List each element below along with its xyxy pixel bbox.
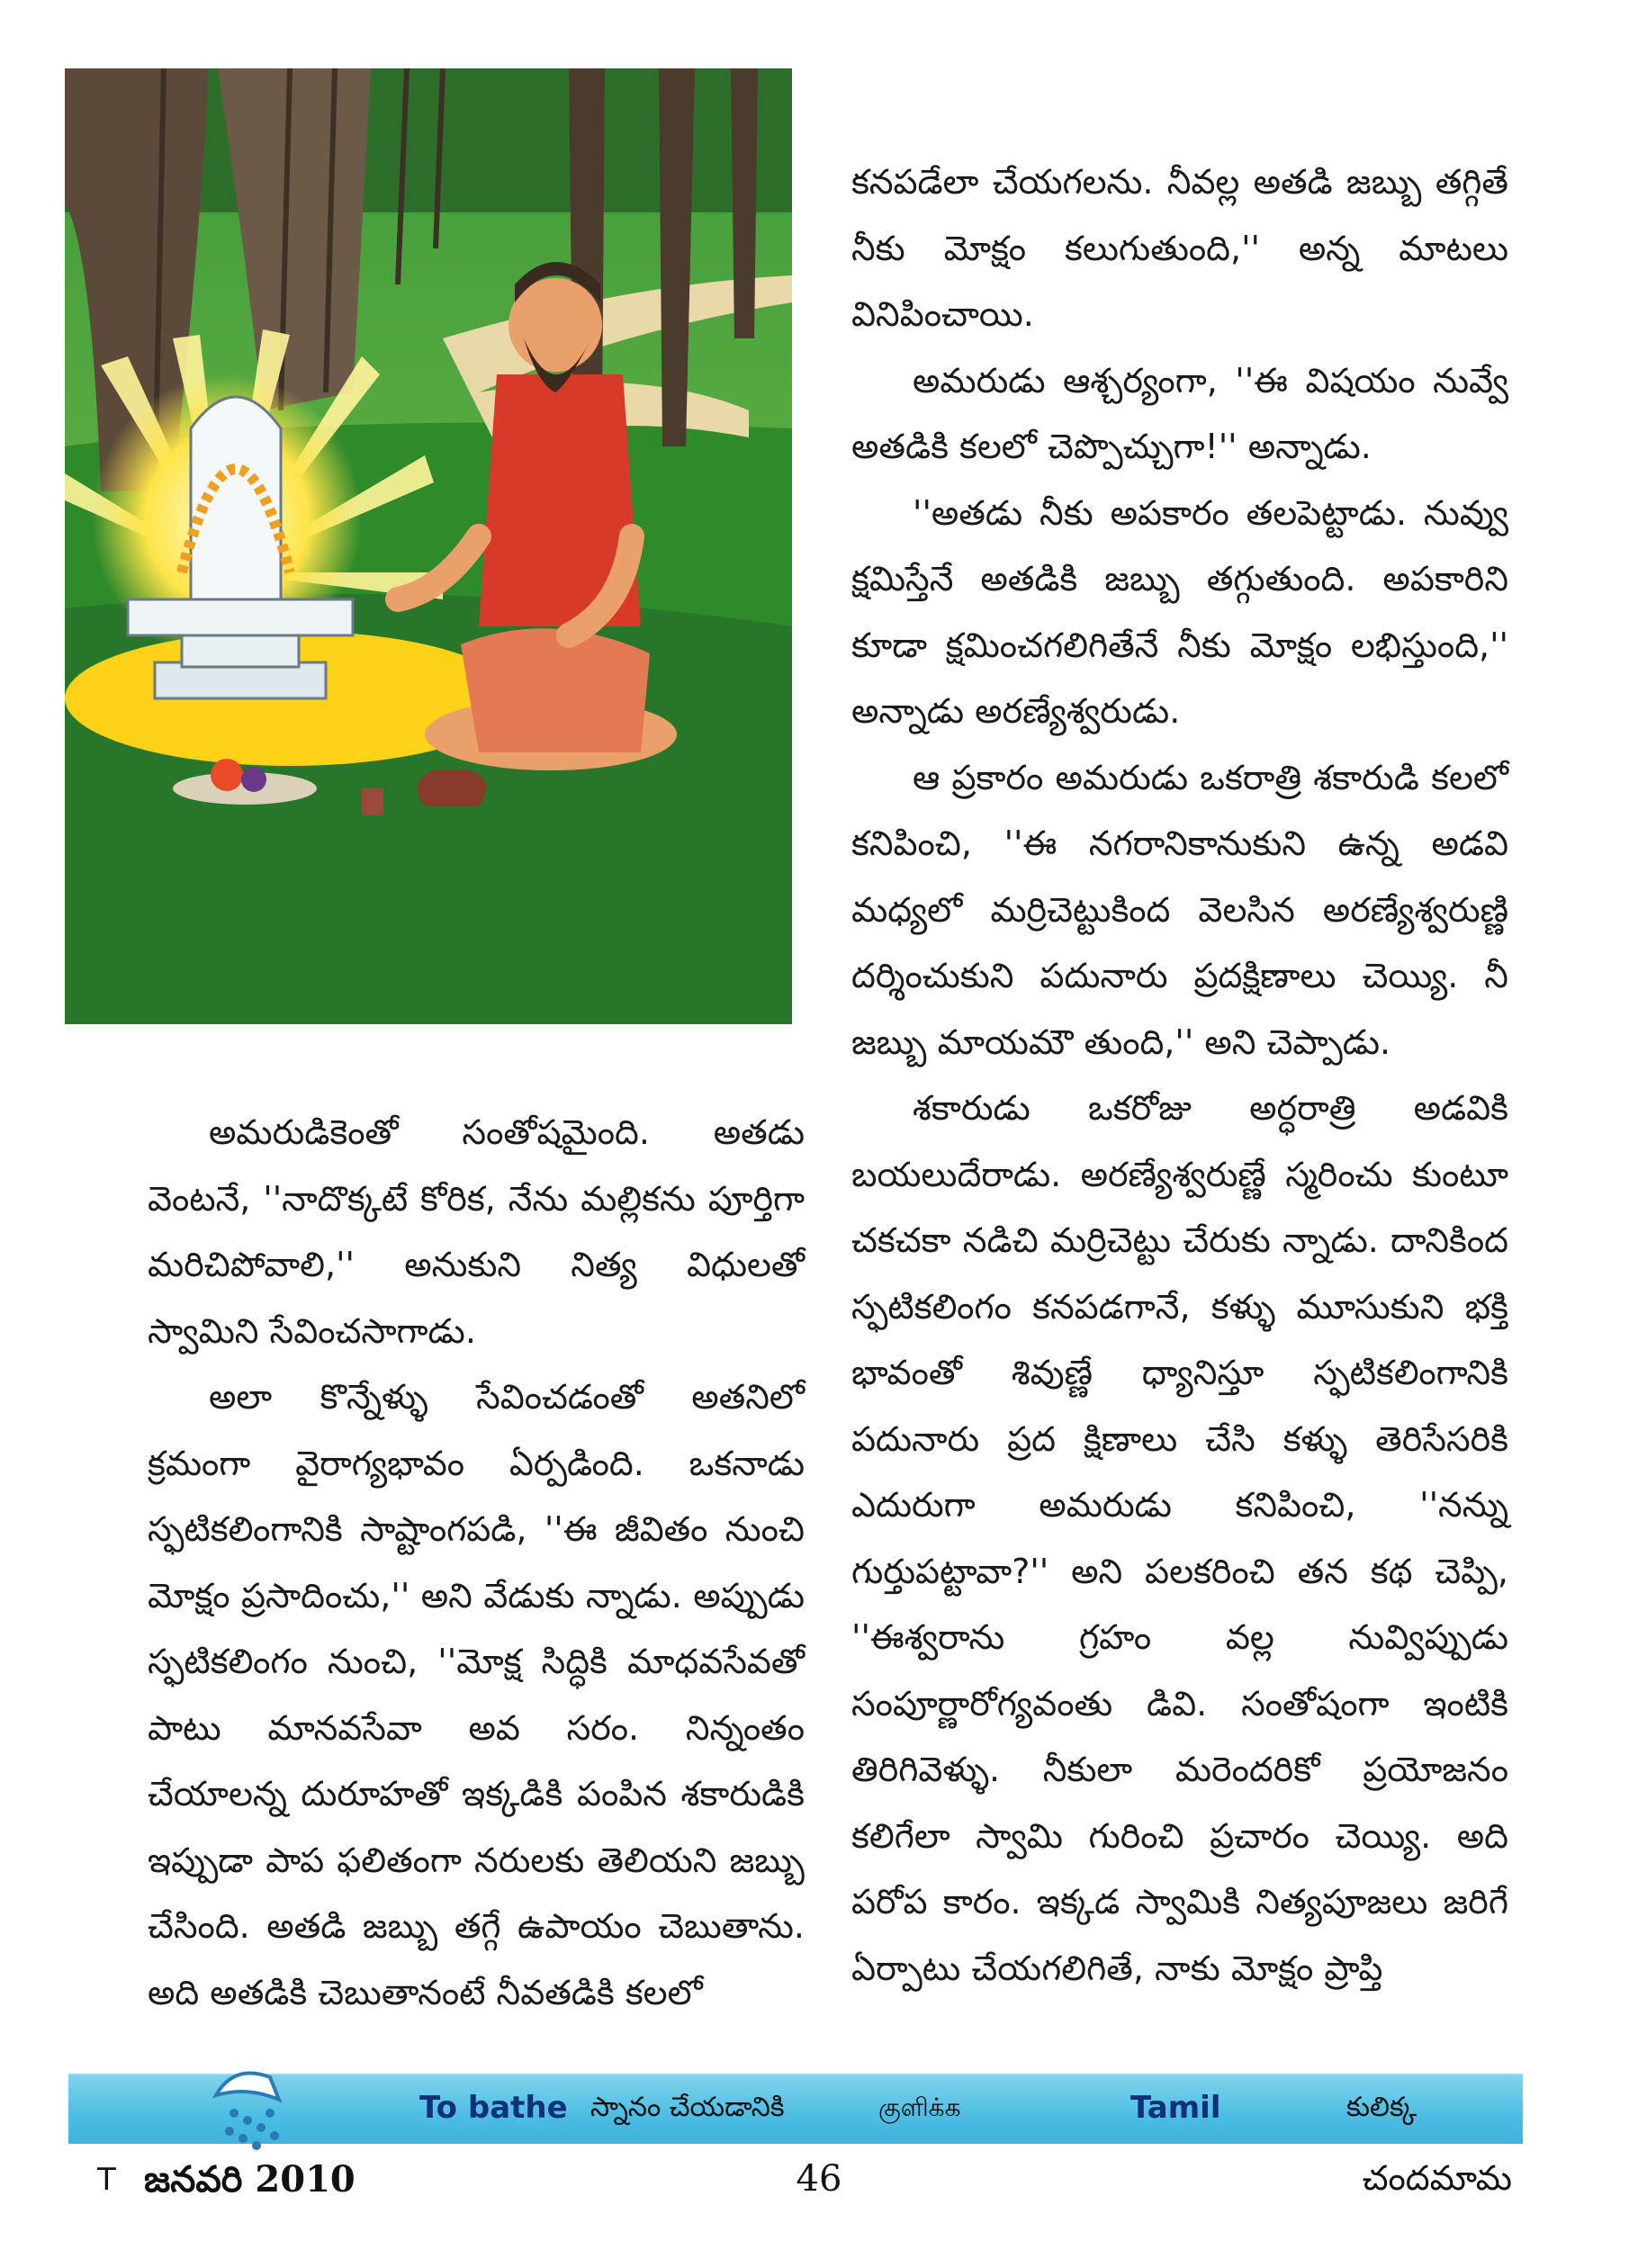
- text-column-left: [148, 1100, 805, 2026]
- vocab-tamil-script: குளிக்க: [878, 2092, 961, 2122]
- vocab-telugu: స్నానం చేయడానికి: [590, 2092, 785, 2123]
- paragraph: అమరుడికెంతో సంతోషమైంది. అతడు వెంటనే, ''నాదొక్కటే కోరిక, నేను మల్లికను పూర్తిగా మరిచిపోవాలి,'' అనుకుని నిత్య విధులతో స్వామిని సేవించసాగాడు.: [148, 1112, 805, 1351]
- page-number: 46: [796, 2158, 842, 2200]
- paragraph: శకారుడు ఒకరోజు అర్ధరాత్రి అడవికి బయలుదేరాడు. అరణ్యేశ్వరుణ్ణే స్మరించు కుంటూ చకచకా నడిచి మర్రిచెట్టు చేరుకు న్నాడు. దానికింద స్ఫటికలింగం కనపడగానే, కళ్ళు మూసుకుని భక్తి భావంతో శివుణ్ణే ధ్యానిస్తూ స్ఫటికలింగానికి పదునారు ప్రద క్షిణాలు చేసి కళ్ళు తెరిసేసరికి ఎదురుగా అమరుడు కనిపించి, ''నన్ను గుర్తుపట్టావా?'' అని పలకరించి తన కథ చెప్పి, ''ఈశ్వరాను గ్రహం వల్ల నువ్విప్పుడు సంపూర్ణారోగ్యవంతు డివి. సంతోషంగా ఇంటికి తిరిగివెళ్ళు. నీకులా మరెందరికో ప్రయోజనం కలిగేలా స్వామి గురించి ప్రచారం చెయ్యి. అది పరోప కారం. ఇక్కడ స్వామికి నిత్యపూజలు జరిగే ఏర్పాటు చేయగలిగితే, నాకు మోక్షం ప్రాప్తి: [851, 1088, 1508, 1988]
- paragraph: అలా కొన్నేళ్ళు సేవించడంతో అతనిలో క్రమంగా వైరాగ్యభావం ఏర్పడింది. ఒకనాడు స్ఫటికలింగానికి సాష్టాంగపడి, ''ఈ జీవితం నుంచి మోక్షం ప్రసాదించు,'' అని వేడుకు న్నాడు. అప్పుడు స్ఫటికలింగం నుంచి, ''మోక్ష సిద్ధికి మాధవసేవతో పాటు మానవసేవా అవ సరం. నిన్నంతం చేయాలన్న దురూహతో ఇక్కడికి పంపిన శకారుడికి ఇప్పుడా పాప ఫలితంగా నరులకు తెలియని జబ్బు చేసింది. అతడి జబ్బు తగ్గే ఉపాయం చెబుతాను. అది అతడికి చెబుతానంటే నీవతడికి కలలో: [148, 1377, 805, 2012]
- paragraph: అమరుడు ఆశ్చర్యంగా, ''ఈ విషయం నువ్వే అతడికి కలలో చెప్పొచ్చుగా!'' అన్నాడు.: [851, 360, 1508, 466]
- vocab-language: Tamil: [1130, 2090, 1221, 2126]
- vocab-transliteration: కులిక్క: [1346, 2092, 1418, 2123]
- vocab-english: To bathe: [419, 2090, 568, 2126]
- paragraph: ఆ ప్రకారం అమరుడు ఒకరాత్రి శకారుడి కలలో కనిపించి, ''ఈ నగరానికానుకుని ఉన్న అడవి మధ్యలో మర్రిచెట్టుకింద వెలసిన అరణ్యేశ్వరుణ్ణి దర్శించుకుని పదునారు ప్రదక్షిణాలు చెయ్యి. నీ జబ్బు మాయమౌ తుంది,'' అని చెప్పాడు.: [851, 757, 1508, 1062]
- magazine-name: చందమామ: [1362, 2158, 1512, 2198]
- paragraph: ''అతడు నీకు అపకారం తలపెట్టాడు. నువ్వు క్షమిస్తేనే అతడికి జబ్బు తగ్గుతుంది. అపకారిని కూడా క్షమించగలిగితేనే నీకు మోక్షం లభిస్తుంది,'' అన్నాడు అరణ్యేశ్వరుడు.: [851, 492, 1508, 731]
- issue-date: జనవరి 2010: [144, 2158, 356, 2200]
- shower-icon: [207, 2059, 297, 2158]
- text-column-right: [851, 149, 1508, 2002]
- footer-letter: T: [97, 2162, 116, 2198]
- story-illustration: [65, 68, 792, 1024]
- paragraph: కనపడేలా చేయగలను. నీవల్ల అతడి జబ్బు తగ్గితే నీకు మోక్షం కలుగుతుంది,'' అన్న మాటలు వినిపించాయి.: [851, 162, 1508, 334]
